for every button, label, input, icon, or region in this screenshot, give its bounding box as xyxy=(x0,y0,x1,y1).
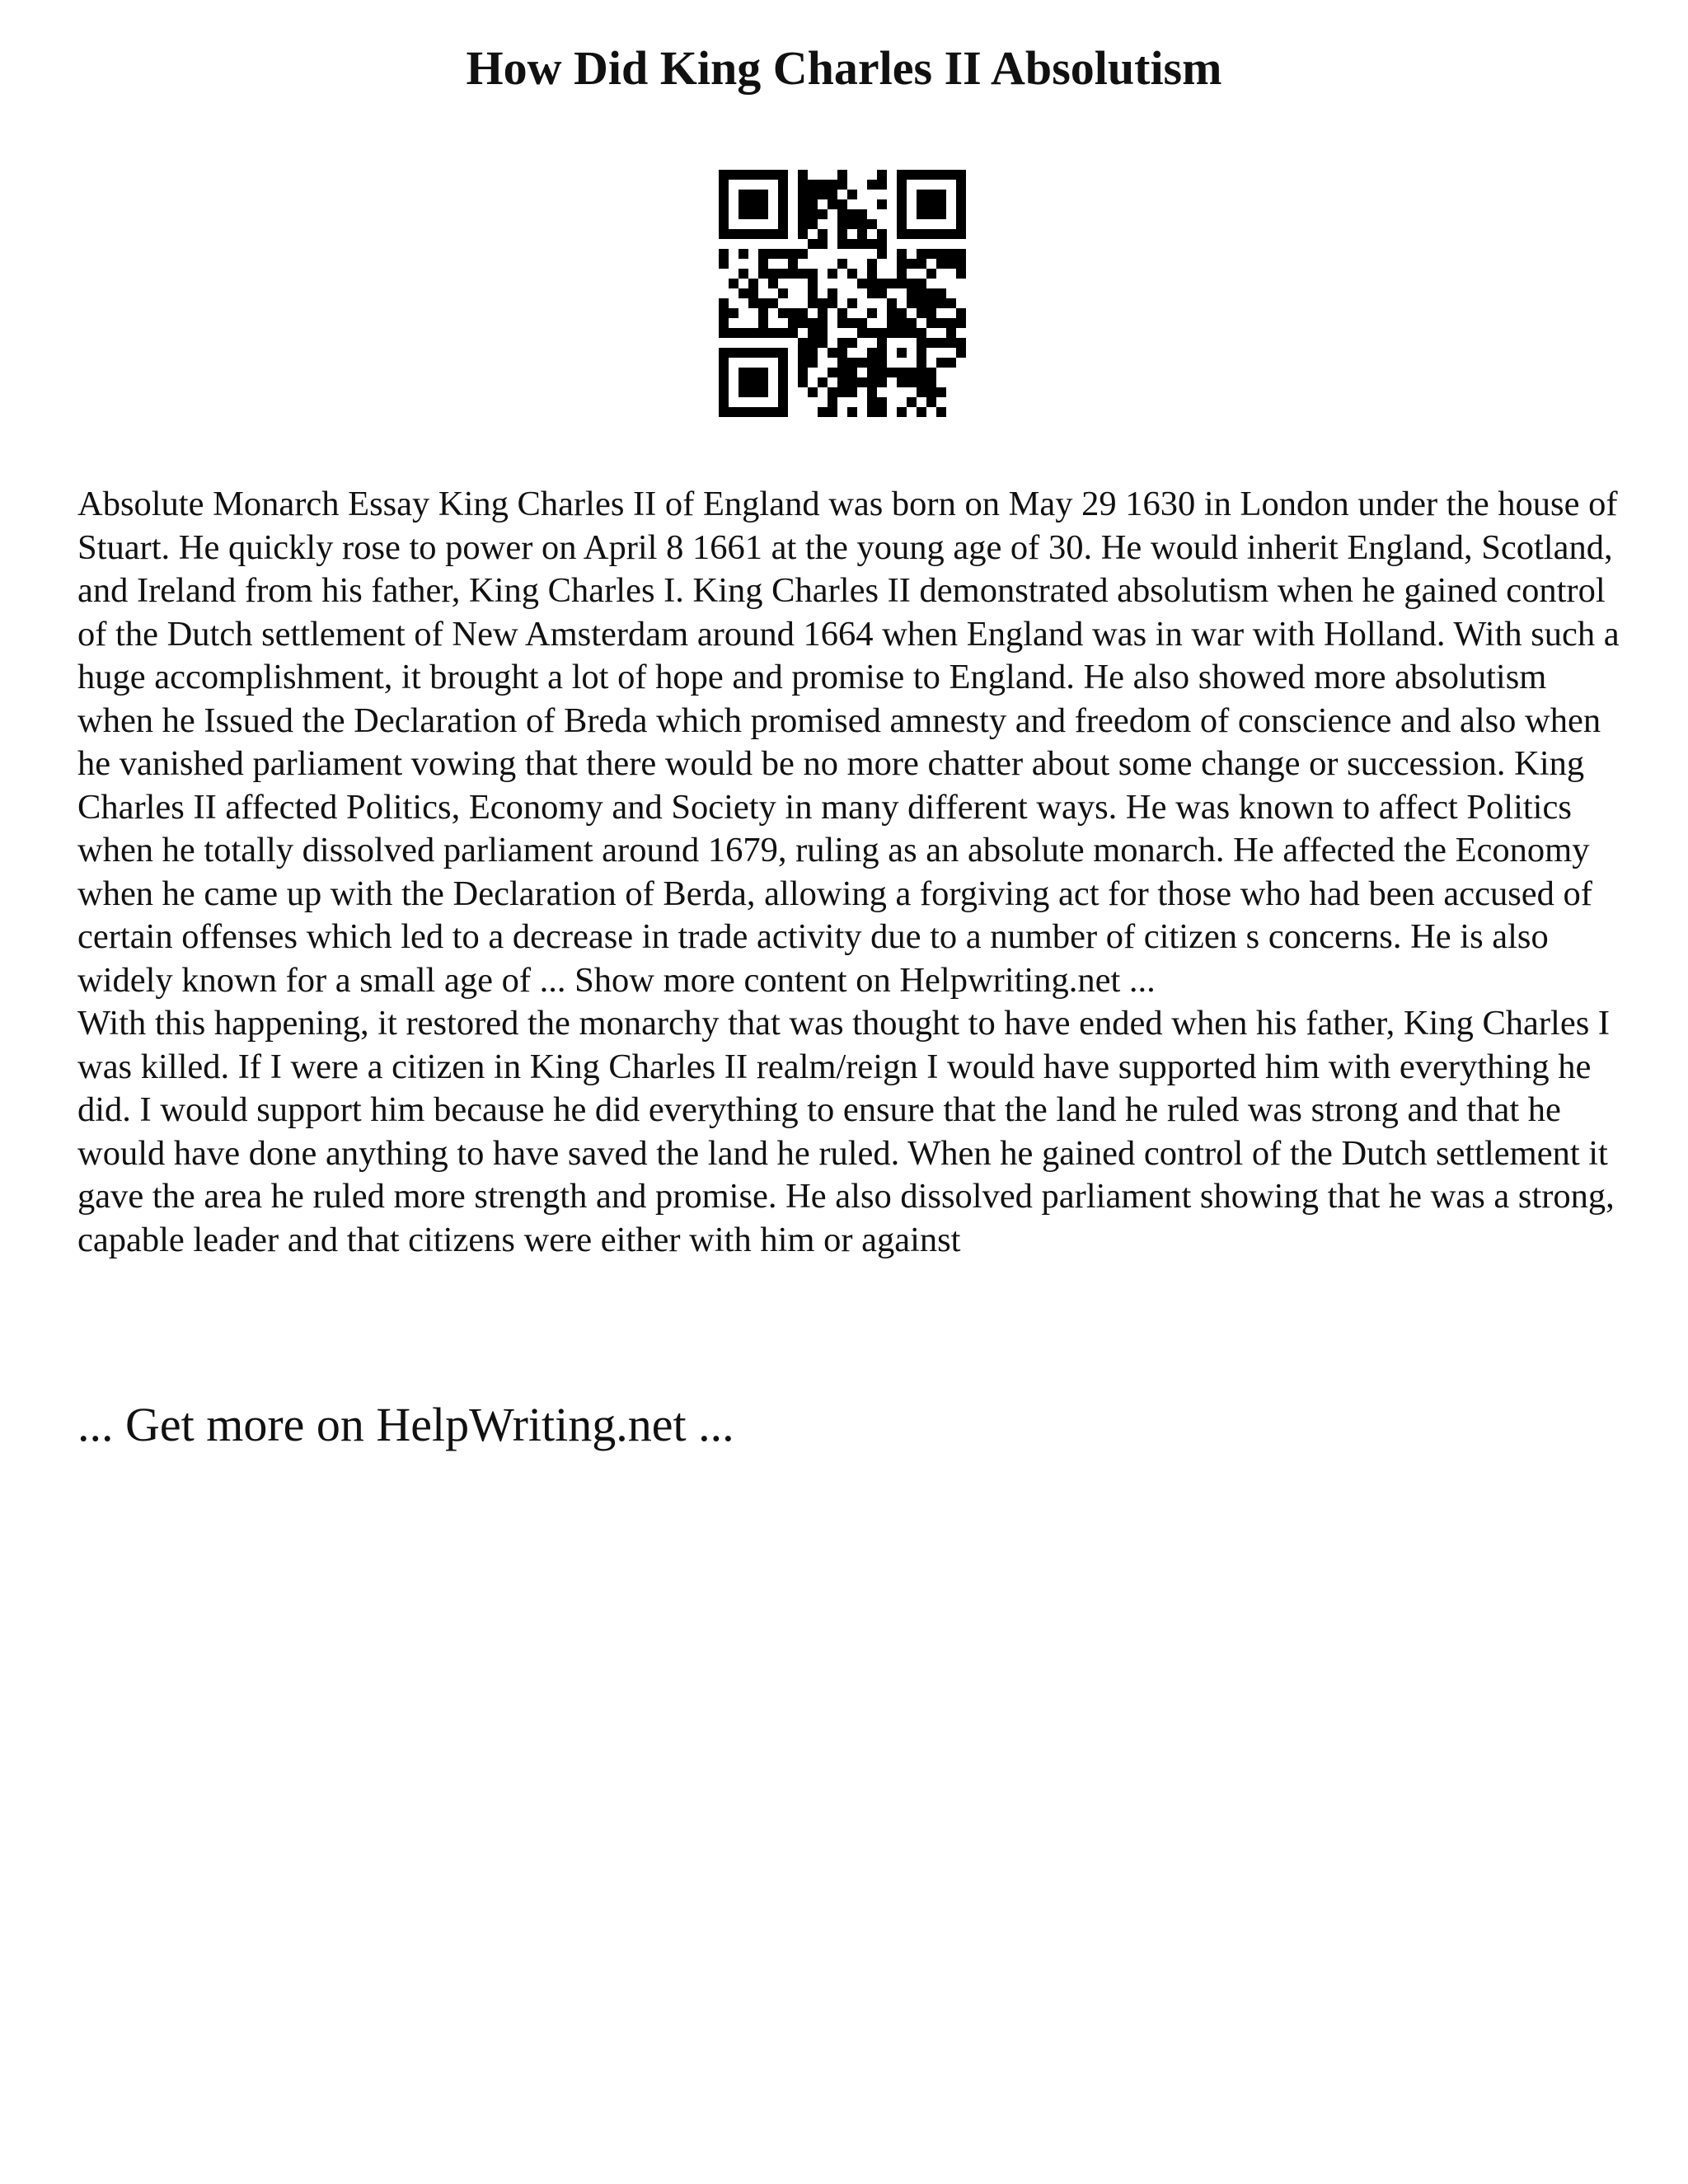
qr-code-icon xyxy=(719,170,966,417)
essay-body xyxy=(77,483,1627,1262)
essay-paragraph-1: Absolute Monarch Essay King Charles II of England was born on May 29 1630 in London under the house of Stuart. He quickly rose to power on April 8 1661 at the young age of 30. He would inherit England, Scotland, and Ireland from his father, King Charles I. King Charles II demonstrated absolutism when he gained control of the Dutch settlement of New Amsterdam around 1664 when England was in war with Holland. With such a huge accomplishment, it brought a lot of hope and promise to England. He also showed more absolutism when he Issued the Declaration of Breda which promised amnesty and freedom of conscience and also when he vanished parliament vowing that there would be no more chatter about some change or succession. King Charles II affected Politics, Economy and Society in many different ways. He was known to affect Politics when he totally dissolved parliament around 1679, ruling as an absolute monarch. He affected the Economy when he came up with the Declaration of Berda, allowing a forgiving act for those who had been accused of certain offenses which led to a decrease in trade activity due to a number of citizen s concerns. He is also widely known for a small age of ... Show more content on Helpwriting.net ... xyxy=(77,485,1620,1000)
essay-paragraph-2: With this happening, it restored the monarchy that was thought to have ended when his father, King Charles I was killed. If I were a citizen in King Charles II realm/reign I would have supported him with everything he did. I would support him because he did everything to ensure that the land he ruled was strong and that he would have done anything to have saved the land he ruled. When he gained control of the Dutch settlement it gave the area he ruled more strength and promise. He also dissolved parliament showing that he was a strong, capable leader and that citizens were either with him or against xyxy=(77,1004,1615,1259)
page-title: How Did King Charles II Absolutism xyxy=(466,41,1222,95)
get-more-link[interactable]: ... Get more on HelpWriting.net ... xyxy=(77,1398,734,1451)
